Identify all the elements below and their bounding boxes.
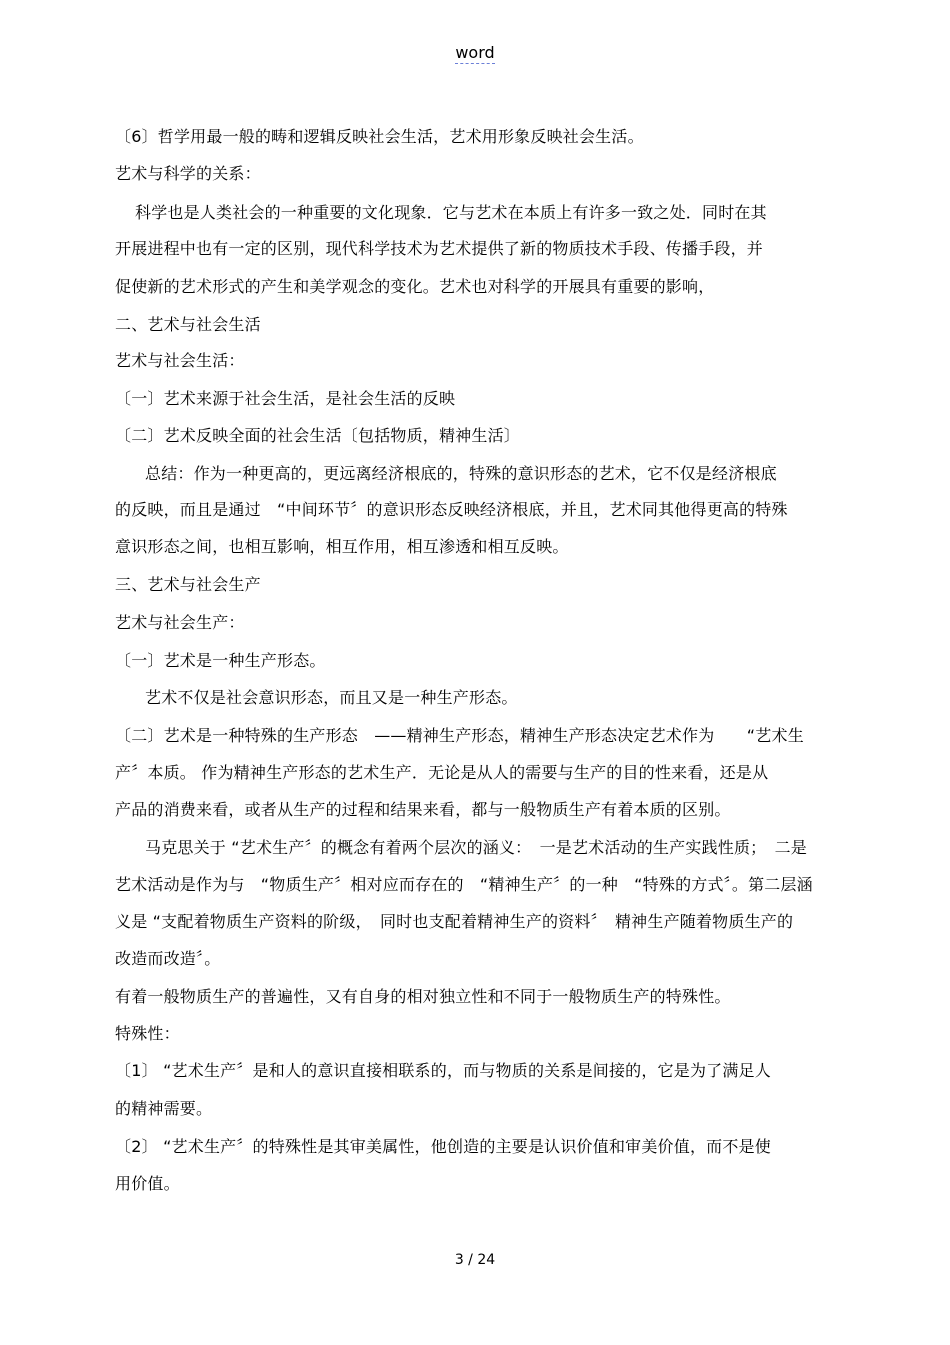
text-line: 开展进程中也有一定的区别，现代科学技术为艺术提供了新的物质技术手段、传播手段，并 xyxy=(115,239,764,258)
text-line: 〔2〕 “艺术生产〞的特殊性是其审美属性，他创造的主要是认识价值和审美价值，而不是使 xyxy=(115,1137,771,1156)
text-line: 艺术与社会生产： xyxy=(115,613,245,632)
text-line: 〔1〕 “艺术生产〞是和人的意识直接相联系的，而与物质的关系是间接的，它是为了满足人 xyxy=(115,1061,771,1080)
text-line: 总结：作为一种更高的，更远离经济根底的，特殊的意识形态的艺术，它不仅是经济根底 xyxy=(145,464,777,483)
text-line: 义是 “支配着物质生产资料的阶级， 同时也支配着精神生产的资料〞 精神生产随着物质生产的 xyxy=(115,912,794,931)
text-line: 〔6〕哲学用最一般的畴和逻辑反映社会生活，艺术用形象反映社会生活。 xyxy=(115,127,644,146)
section-heading: 二、艺术与社会生活 xyxy=(115,315,261,334)
text-line: 意识形态之间，也相互影响，相互作用，相互渗透和相互反映。 xyxy=(115,537,569,556)
text-line: 艺术与科学的关系： xyxy=(115,164,261,183)
text-line: 用价值。 xyxy=(115,1174,180,1193)
text-line: 特殊性： xyxy=(115,1024,180,1043)
section-heading: 三、艺术与社会生产 xyxy=(115,575,261,594)
page-number: 3 / 24 xyxy=(454,1252,496,1268)
text-line: 科学也是人类社会的一种重要的文化现象．它与艺术在本质上有许多一致之处．同时在其 xyxy=(135,203,767,222)
text-line: 〔一〕艺术来源于社会生活，是社会生活的反映 xyxy=(115,389,456,408)
text-line: 〔二〕艺术是一种特殊的生产形态 ——精神生产形态，精神生产形态决定艺术作为 “艺术生 xyxy=(115,726,804,745)
text-line: 产品的消费来看，或者从生产的过程和结果来看，都与一般物质生产有着本质的区别。 xyxy=(115,800,731,819)
text-line: 促使新的艺术形式的产生和美学观念的变化。艺术也对科学的开展具有重要的影响， xyxy=(115,277,715,296)
text-line: 艺术活动是作为与 “物质生产〞相对应而存在的 “精神生产〞的一种 “特殊的方式〞。第二层涵 xyxy=(115,875,813,894)
text-line: 艺术与社会生活： xyxy=(115,351,245,370)
text-line: 〔一〕艺术是一种生产形态。 xyxy=(115,651,326,670)
text-line: 改造而改造〞。 xyxy=(115,949,221,968)
page-header: word xyxy=(455,43,495,62)
text-line: 有着一般物质生产的普遍性，又有自身的相对独立性和不同于一般物质生产的特殊性。 xyxy=(115,987,731,1006)
text-line: 的反映，而且是通过 “中间环节〞的意识形态反映经济根底，并且，艺术同其他得更高的特殊 xyxy=(115,500,788,519)
text-line: 产〞本质。 作为精神生产形态的艺术生产．无论是从人的需要与生产的目的性来看，还是从 xyxy=(115,763,769,782)
text-line: 的精神需要。 xyxy=(115,1099,213,1118)
text-line: 马克思关于 “艺术生产〞的概念有着两个层次的涵义： 一是艺术活动的生产实践性质； 二是 xyxy=(145,838,807,857)
text-line: 〔二〕艺术反映全面的社会生活〔包括物质，精神生活〕 xyxy=(115,426,521,445)
text-line: 艺术不仅是社会意识形态，而且又是一种生产形态。 xyxy=(145,688,518,707)
